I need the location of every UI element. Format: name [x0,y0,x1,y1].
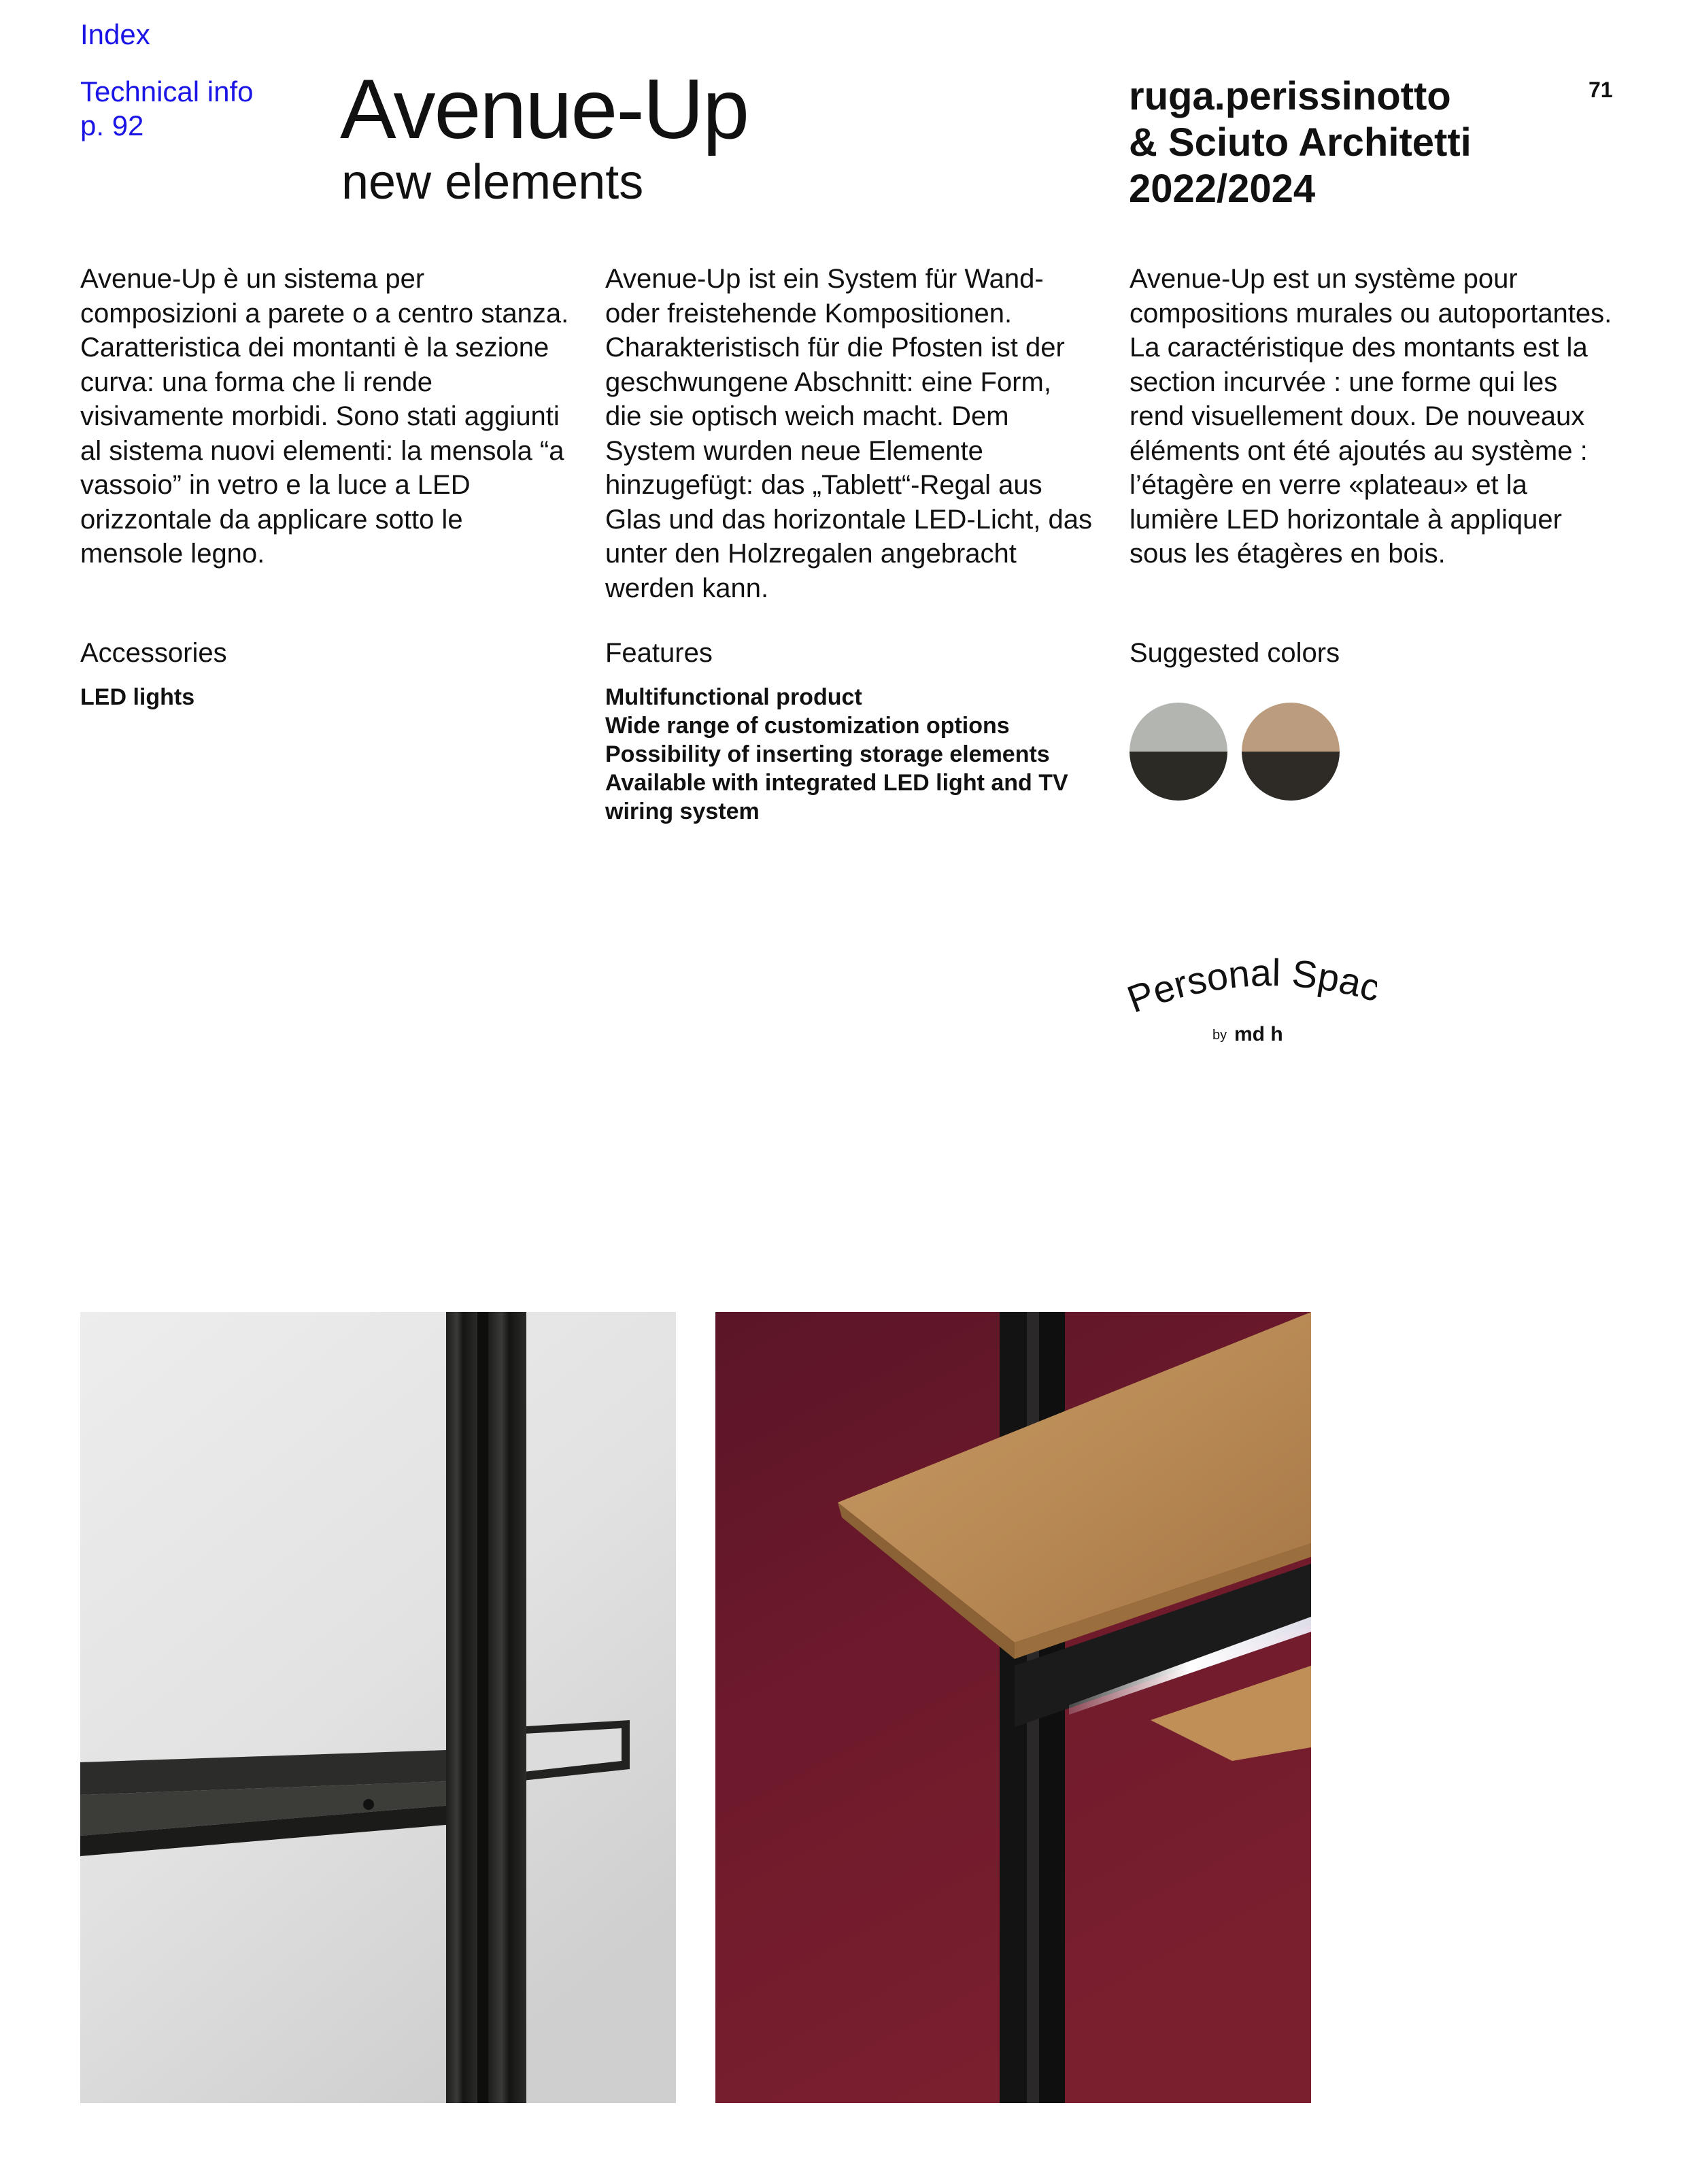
personal-spaces-logo [1125,952,1377,1054]
feature-item: Possibility of inserting storage elements [605,741,1050,767]
feature-item: Available with integrated LED light and TV [605,770,1068,796]
logo-by: by [1212,1028,1227,1043]
designer-line: ruga.perissinotto [1129,74,1451,118]
description-german: Avenue-Up ist ein System für Wand- oder freistehende Kompositionen. Charakteristisch für die Pfosten ist der geschwungene Abschnitt: eine Form, die sie optisch weich macht. Dem System wurden neue Elemente hinzugefügt: das „Tablett“-Regal aus Glas und das horizontale LED-Licht, das unter den Holzregalen angebracht werden kann. [605,264,1092,603]
swatch-top [1130,703,1227,752]
swatch-top [1242,703,1340,752]
index-link[interactable]: Index [80,18,150,50]
designer-credit [1129,73,1472,212]
accessories-heading: Accessories [80,638,227,668]
technical-info-link[interactable] [80,75,253,143]
description-french: Avenue-Up est un système pour compositions murales ou autoportantes. La caractéristique des montants est la section incurvée : une forme qui les rend visuellement doux. De nouveaux éléments ont été ajoutés au système : l’étagère en verre «plateau» et la lumière LED horizontale à appliquer sous les étagères en bois. [1130,264,1612,569]
color-swatch-grey [1130,703,1227,801]
color-swatch-oak [1242,703,1340,801]
page-subtitle: new elements [341,155,644,209]
swatch-bottom [1130,752,1227,801]
accessory-item: LED lights [80,684,195,710]
logo-wordmark-text: Personal Spa [1125,952,1365,1021]
features-list [605,683,1068,826]
description-italian: Avenue-Up è un sistema per composizioni a parete o a centro stanza. Caratteristica dei montanti è la sezione curva: una forma che li rende visivamente morbidi. Sono stati aggiunti al sistema nuovi elementi: la mensola “a vassoio” in vetro e la luce a LED orizzontale da applicare sotto le mensole legno. [80,264,569,569]
page-number: 71 [1589,78,1613,102]
logo-brand: md h [1234,1023,1283,1045]
feature-item: Wide range of customization options [605,713,1010,739]
technical-info-label: Technical info [80,75,254,107]
features-heading: Features [605,638,713,668]
accessories-list [80,683,194,711]
product-photo-wood-shelf-led [715,1312,1311,2103]
feature-item: Multifunctional product [605,684,862,710]
swatch-bottom [1242,752,1340,801]
technical-info-page: p. 92 [80,110,144,141]
designer-line: & Sciuto Architetti [1129,120,1472,165]
product-photo-black-shelf [80,1312,676,2103]
colors-heading: Suggested colors [1130,638,1340,668]
logo-wordmark [1125,952,1377,1021]
page-title: Avenue-Up [340,63,749,156]
designer-year: 2022/2024 [1129,167,1316,211]
feature-item: wiring system [605,799,760,824]
